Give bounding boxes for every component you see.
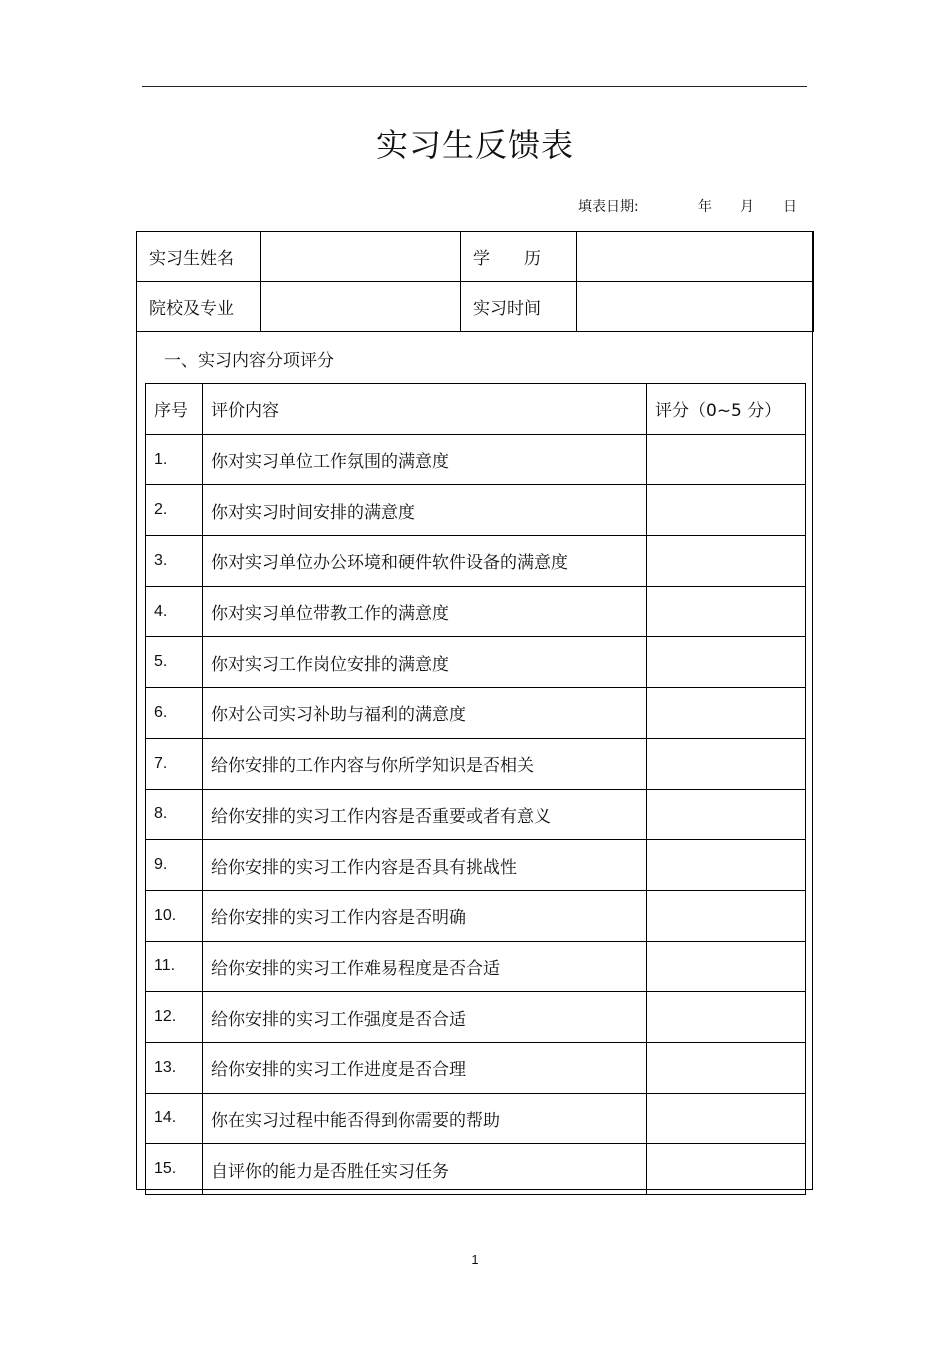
table-row: [146, 536, 806, 587]
score-field[interactable]: [647, 840, 806, 891]
intern-name-label: 实习生姓名: [137, 232, 261, 282]
school-major-label: 院校及专业: [137, 282, 261, 332]
score-field[interactable]: [647, 941, 806, 992]
row-content: 你对实习单位带教工作的满意度: [203, 586, 647, 637]
header-no: 序号: [146, 384, 203, 435]
score-field[interactable]: [647, 992, 806, 1043]
row-number: 3.: [146, 536, 203, 587]
table-row: [146, 840, 806, 891]
table-row: [146, 941, 806, 992]
row-number: 11.: [146, 941, 203, 992]
table-row: [146, 789, 806, 840]
score-field[interactable]: [647, 1093, 806, 1144]
row-content: 给你安排的实习工作内容是否具有挑战性: [203, 840, 647, 891]
table-row: [146, 1093, 806, 1144]
row-content: 自评你的能力是否胜任实习任务: [203, 1144, 647, 1195]
section-title: 一、实习内容分项评分: [164, 351, 334, 371]
row-number: 6.: [146, 688, 203, 739]
date-day-label: 日: [783, 199, 797, 215]
internship-period-field[interactable]: [577, 282, 814, 332]
row-content: 你对实习单位办公环境和硬件软件设备的满意度: [203, 536, 647, 587]
row-content: 给你安排的实习工作强度是否合适: [203, 992, 647, 1043]
row-number: 10.: [146, 890, 203, 941]
score-field[interactable]: [647, 1144, 806, 1195]
table-row: [146, 992, 806, 1043]
intern-name-field[interactable]: [261, 232, 461, 282]
row-number: 14.: [146, 1093, 203, 1144]
fill-date-label: 填表日期:: [578, 199, 639, 215]
row-number: 8.: [146, 789, 203, 840]
row-number: 7.: [146, 738, 203, 789]
education-label: 学 历: [461, 232, 577, 282]
row-content: 给你安排的实习工作内容是否重要或者有意义: [203, 789, 647, 840]
table-row: [146, 738, 806, 789]
score-field[interactable]: [647, 536, 806, 587]
score-table-header: [146, 384, 806, 435]
internship-period-label: 实习时间: [461, 282, 577, 332]
info-row-2: [137, 282, 814, 332]
form-title: 实习生反馈表: [375, 126, 574, 164]
header-rule: [142, 86, 807, 87]
row-content: 你对实习时间安排的满意度: [203, 485, 647, 536]
row-content: 给你安排的实习工作难易程度是否合适: [203, 941, 647, 992]
row-content: 你在实习过程中能否得到你需要的帮助: [203, 1093, 647, 1144]
score-field[interactable]: [647, 1042, 806, 1093]
row-content: 给你安排的实习工作内容是否明确: [203, 890, 647, 941]
score-field[interactable]: [647, 637, 806, 688]
info-row-1: [137, 232, 814, 282]
table-row: [146, 890, 806, 941]
info-table: [136, 231, 814, 332]
row-number: 9.: [146, 840, 203, 891]
score-field[interactable]: [647, 485, 806, 536]
table-row: [146, 637, 806, 688]
row-number: 13.: [146, 1042, 203, 1093]
table-row: [146, 434, 806, 485]
row-content: 给你安排的工作内容与你所学知识是否相关: [203, 738, 647, 789]
row-number: 4.: [146, 586, 203, 637]
row-number: 5.: [146, 637, 203, 688]
row-content: 你对实习工作岗位安排的满意度: [203, 637, 647, 688]
score-field[interactable]: [647, 890, 806, 941]
row-number: 15.: [146, 1144, 203, 1195]
school-major-field[interactable]: [261, 282, 461, 332]
score-field[interactable]: [647, 688, 806, 739]
page-number: 1: [471, 1252, 479, 1267]
table-row: [146, 688, 806, 739]
score-field[interactable]: [647, 586, 806, 637]
score-field[interactable]: [647, 434, 806, 485]
education-field[interactable]: [577, 232, 814, 282]
score-field[interactable]: [647, 738, 806, 789]
row-content: 给你安排的实习工作进度是否合理: [203, 1042, 647, 1093]
table-row: [146, 1144, 806, 1195]
header-content: 评价内容: [203, 384, 647, 435]
row-content: 你对公司实习补助与福利的满意度: [203, 688, 647, 739]
row-content: 你对实习单位工作氛围的满意度: [203, 434, 647, 485]
date-month-label: 月: [740, 199, 754, 215]
table-row: [146, 586, 806, 637]
table-row: [146, 485, 806, 536]
score-field[interactable]: [647, 789, 806, 840]
date-year-label: 年: [698, 199, 712, 215]
row-number: 2.: [146, 485, 203, 536]
header-score: 评分（0~5 分）: [647, 384, 806, 435]
row-number: 1.: [146, 434, 203, 485]
table-row: [146, 1042, 806, 1093]
row-number: 12.: [146, 992, 203, 1043]
score-table: [145, 383, 806, 1195]
